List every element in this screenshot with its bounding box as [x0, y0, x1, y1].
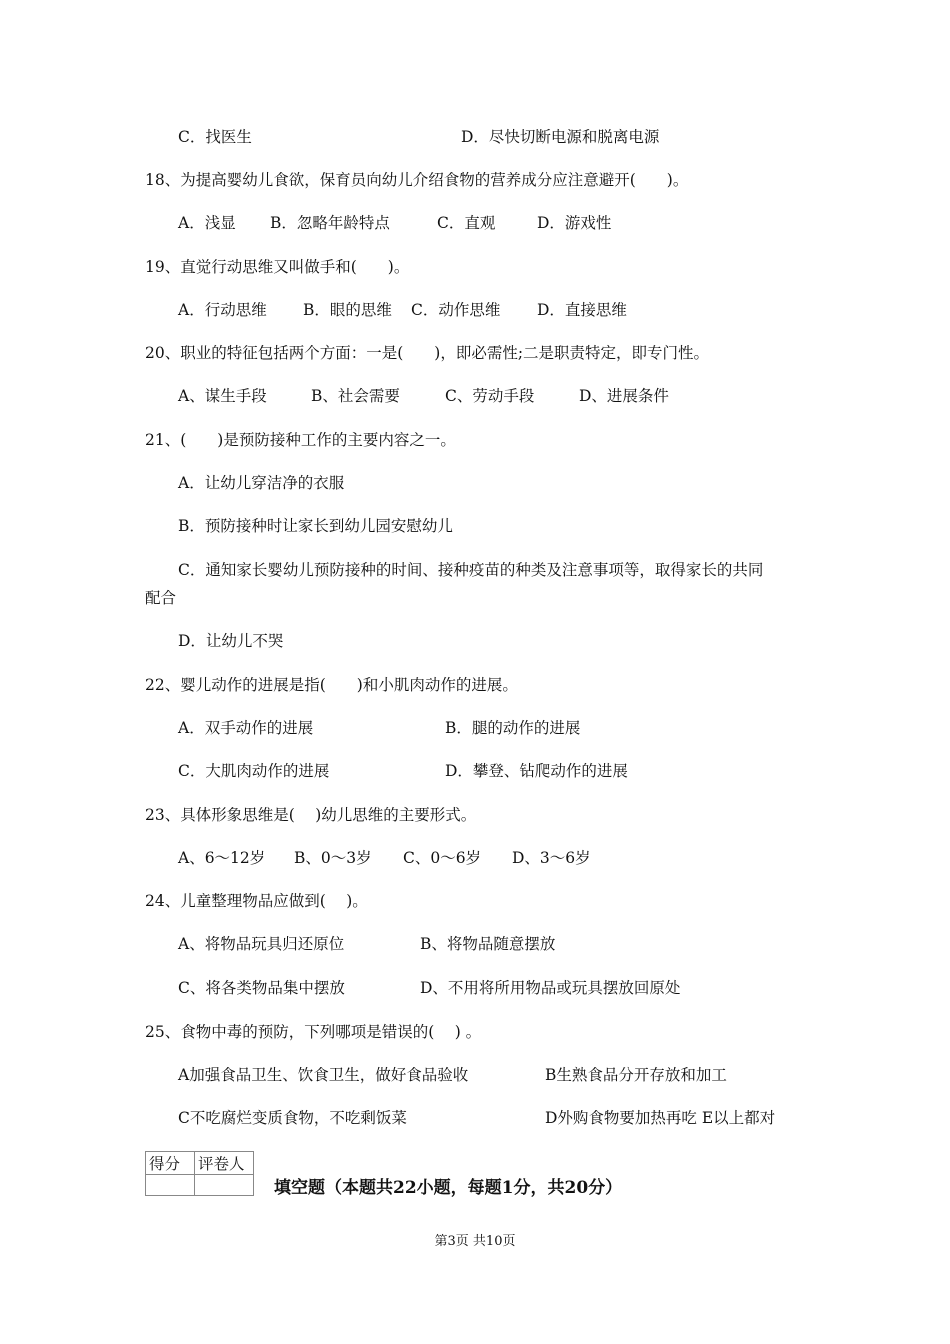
q20-option-a: A、谋生手段: [178, 387, 267, 405]
q20-option-c: C、劳动手段: [445, 387, 535, 405]
q23-option-a: A、6～12岁: [178, 849, 266, 867]
section-title: 填空题（本题共22小题，每题1分，共20分）: [274, 1178, 623, 1198]
q18-option-b: B．忽略年龄特点: [270, 214, 390, 232]
score-table: [145, 1151, 254, 1196]
q19-stem: 19、直觉行动思维又叫做手和( )。: [145, 258, 410, 276]
q21-option-d: D．让幼儿不哭: [178, 632, 284, 650]
q18-option-c: C．直观: [437, 214, 496, 232]
q21-option-b: B．预防接种时让家长到幼儿园安慰幼儿: [178, 517, 453, 535]
q24-option-a: A、将物品玩具归还原位: [178, 935, 345, 953]
q22-option-d: D．攀登、钻爬动作的进展: [445, 762, 628, 780]
page-footer: 第3页 共10页: [434, 1234, 516, 1249]
q20-option-b: B、社会需要: [311, 387, 400, 405]
q22-stem: 22、婴儿动作的进展是指( )和小肌肉动作的进展。: [145, 676, 518, 694]
q25-option-b: B生熟食品分开存放和加工: [545, 1066, 727, 1084]
q25-option-c: C不吃腐烂变质食物，不吃剩饭菜: [178, 1109, 407, 1127]
q23-stem: 23、具体形象思维是( )幼儿思维的主要形式。: [145, 806, 477, 824]
q21-option-a: A．让幼儿穿洁净的衣服: [178, 474, 345, 492]
q19-option-c: C．动作思维: [411, 301, 501, 319]
q20-option-d: D、进展条件: [579, 387, 669, 405]
q25-option-de: D外购食物要加热再吃 E以上都对: [545, 1109, 776, 1127]
q21-stem: 21、( )是预防接种工作的主要内容之一。: [145, 431, 456, 449]
q25-stem: 25、食物中毒的预防，下列哪项是错误的( ) 。: [145, 1023, 482, 1041]
q22-option-b: B．腿的动作的进展: [445, 719, 581, 737]
grader-header: 评卷人: [195, 1152, 254, 1175]
q22-option-c: C．大肌肉动作的进展: [178, 762, 330, 780]
q18-option-a: A．浅显: [178, 214, 236, 232]
q21-option-c-continued: 配合: [145, 589, 177, 607]
q23-option-d: D、3～6岁: [512, 849, 591, 867]
q18-option-d: D．游戏性: [537, 214, 612, 232]
q18-stem: 18、为提高婴幼儿食欲，保育员向幼儿介绍食物的营养成分应注意避开( )。: [145, 171, 689, 189]
score-header: 得分: [146, 1152, 195, 1175]
q21-option-c: C．通知家长婴幼儿预防接种的时间、接种疫苗的种类及注意事项等，取得家长的共同: [178, 561, 764, 579]
q22-option-a: A．双手动作的进展: [178, 719, 314, 737]
q19-option-b: B．眼的思维: [303, 301, 392, 319]
q24-stem: 24、儿童整理物品应做到( )。: [145, 892, 368, 910]
q23-option-b: B、0～3岁: [294, 849, 372, 867]
q20-stem: 20、职业的特征包括两个方面：一是( )，即必需性;二是职责特定，即专门性。: [145, 344, 710, 362]
q24-option-b: B、将物品随意摆放: [420, 935, 556, 953]
score-cell: [146, 1175, 195, 1196]
q24-option-d: D、不用将所用物品或玩具摆放回原处: [420, 979, 681, 997]
q25-option-a: A加强食品卫生、饮食卫生，做好食品验收: [178, 1066, 469, 1084]
q23-option-c: C、0～6岁: [403, 849, 482, 867]
q19-option-d: D．直接思维: [537, 301, 627, 319]
q17-option-c: C．找医生: [178, 128, 252, 146]
q17-option-d: D．尽快切断电源和脱离电源: [461, 128, 660, 146]
q24-option-c: C、将各类物品集中摆放: [178, 979, 345, 997]
q19-option-a: A．行动思维: [178, 301, 267, 319]
grader-cell: [195, 1175, 254, 1196]
